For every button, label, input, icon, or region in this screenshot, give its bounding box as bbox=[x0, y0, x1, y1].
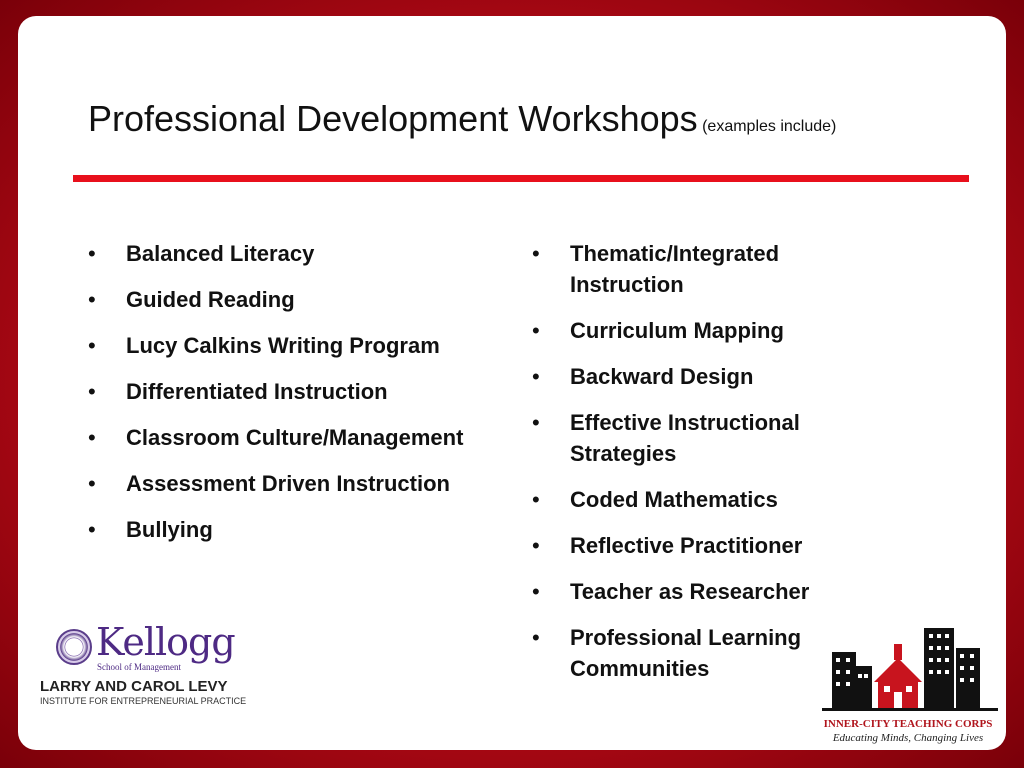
levy-institute-name: LARRY AND CAROL LEVY bbox=[40, 678, 228, 695]
list-item: • Teacher as Researcher bbox=[532, 576, 892, 607]
list-item: • Differentiated Instruction bbox=[88, 376, 528, 407]
list-item: • Lucy Calkins Writing Program bbox=[88, 330, 528, 361]
kellogg-subtitle: School of Management bbox=[97, 662, 181, 672]
icorps-name: INNER-CITY TEACHING CORPS bbox=[823, 718, 993, 730]
university-seal-icon bbox=[56, 629, 92, 665]
list-item: • Curriculum Mapping bbox=[532, 315, 892, 346]
city-skyline-schoolhouse-icon bbox=[808, 622, 1008, 718]
slide bbox=[18, 16, 1006, 750]
slide-title bbox=[88, 96, 908, 141]
kellogg-wordmark: Kellogg bbox=[96, 620, 235, 664]
icorps-tagline: Educating Minds, Changing Lives bbox=[832, 732, 984, 744]
kellogg-levy-logo bbox=[40, 620, 270, 716]
list-item: • Thematic/Integrated Instruction bbox=[532, 238, 892, 300]
title-main: Professional Development Workshops bbox=[88, 98, 698, 139]
title-divider bbox=[73, 175, 969, 182]
list-item: • Reflective Practitioner bbox=[532, 530, 892, 561]
list-item: • Coded Mathematics bbox=[532, 484, 892, 515]
list-item: • Guided Reading bbox=[88, 284, 528, 315]
list-item: • Backward Design bbox=[532, 361, 892, 392]
workshop-list-left bbox=[88, 238, 528, 560]
list-item: • Balanced Literacy bbox=[88, 238, 528, 269]
list-item: • Professional Learning Communities bbox=[532, 622, 892, 684]
institute-subtitle: INSTITUTE FOR ENTREPRENEURIAL PRACTICE bbox=[40, 696, 247, 706]
list-item: • Assessment Driven Instruction bbox=[88, 468, 528, 499]
list-item: • Classroom Culture/Management bbox=[88, 422, 528, 453]
list-item: • Effective Instructional Strategies bbox=[532, 407, 892, 469]
inner-city-teaching-corps-logo bbox=[808, 622, 1008, 746]
title-sub: (examples include) bbox=[702, 118, 837, 135]
list-item: • Bullying bbox=[88, 514, 528, 545]
